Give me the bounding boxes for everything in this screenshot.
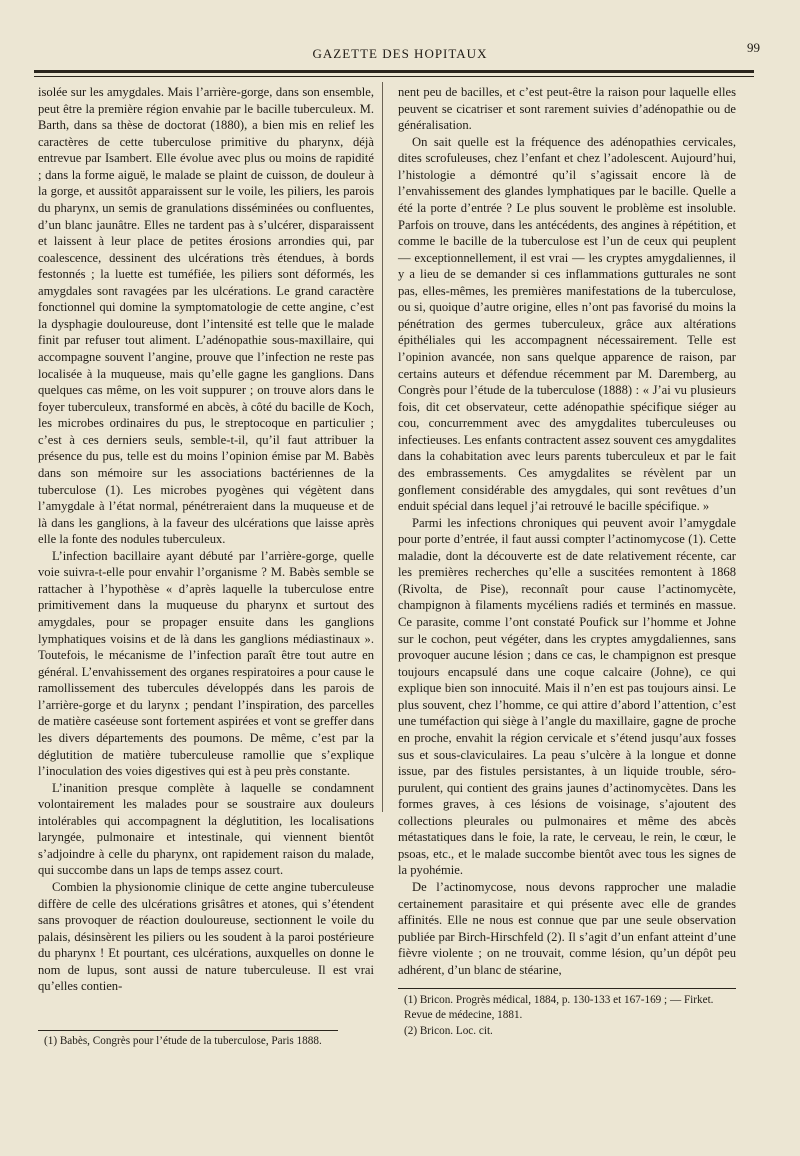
column-divider xyxy=(382,82,383,812)
paragraph: L’infection bacillaire ayant débuté par l’arrière-gorge, quelle voie suivra-t-elle pour envahir l’organisme ? M. Babès semble se rattacher à l’hypothèse « d’après laquelle la tuberculose entre primitivement dans la muqueuse du pharynx et surtout des amygdales, pour se propager ensuite dans les ganglions lymphatiques voisins et de là dans les ganglions médiastinaux ». Toutefois, le mécanisme de l’infection paraît être tout autre en général. L’envahissement des organes respiratoires a pour cause le ramollissement des tubercules développés dans les parois de l’arrière-gorge et du larynx ; pendant l’inspiration, des parcelles de matière caséeuse sont fortement aspirées et vont se greffer dans les divers départements des poumons. De même, c’est par la déglutition de matière tuberculeuse ramollie que s’explique l’inoculation des voies digestives qui est à peu près constante. xyxy=(38,548,374,779)
paragraph: Combien la physionomie clinique de cette angine tuberculeuse diffère de celle des ulcérations grisâtres et atones, qui s’étendent sans provoquer de réaction douloureuse, sectionnent le voile du palais, désinsèrent les piliers ou les soudent à la paroi postérieure du pharynx ! Et pourtant, ces ulcérations, auxquelles on donne le nom de lupus, sont aussi de nature tuberculeuse. Il est vrai qu’elles contien- xyxy=(38,880,374,994)
footnote-right-2: (2) Bricon. Loc. cit. xyxy=(404,1025,493,1037)
journal-title: GAZETTE DES HOPITAUX xyxy=(312,46,488,61)
header-rule-thin xyxy=(34,76,754,77)
footnote-right-1: (1) Bricon. Progrès médical, 1884, p. 130-133 et 167-169 ; — Firket. Revue de médecine, 1881. xyxy=(404,994,714,1021)
running-head xyxy=(30,40,770,64)
footnote-rule-right xyxy=(398,988,736,989)
paragraph: nent peu de bacilles, et c’est peut-être la raison pour laquelle elles peuvent se cicatriser et sont rarement suivies d’adénopathie ou de généralisation. xyxy=(398,85,736,133)
paragraph: Parmi les infections chroniques qui peuvent avoir l’amygdale pour porte d’entrée, il faut aussi compter l’actinomycose (1). Cette maladie, dont la découverte est de date relativement récente, car les premières recherches qu’elle a suscitées remontent à 1868 (Rivolta, de Pise), reconnaît pour cause l’actinomycète, champignon à filaments mycéliens radiés et terminés en massue. Ce parasite, comme l’ont constaté Poufick sur l’homme et Johne sur le cochon, peut végéter, dans les cryptes amygdaliennes, sans provoquer aucune lésion ; dans ce cas, le champignon est presque toujours encapsulé dans une coque calcaire (Johne), ce qui explique bien son innocuité. Mais il n’en est pas toujours ainsi. Le plus souvent, chez l’homme, ce qui attire d’abord l’attention, c’est une tuméfaction qui siège à l’angle du maxillaire, gagne de proche en proche, envahit la région cervicale et s’étend jusqu’aux fosses sus et sous-claviculaires. La peau s’ulcère à la longue et donne issue, par des fistules persistantes, à un liquide trouble, séro-purulent, qui contient des grains jaunes d’actinomycètes. Dans les formes graves, à ces lésions de voisinage, s’ajoutent des collections pleurales ou pulmonaires et même des abcès métastatiques dans le foie, la rate, le cerveau, le rein, le cœur, le psoas, etc., et le malade succombe bientôt avec tous les signes de la pyohémie. xyxy=(398,515,736,878)
page-number: 99 xyxy=(747,40,760,55)
footnote-rule-left xyxy=(38,1030,338,1031)
footnote-left: (1) Babès, Congrès pour l’étude de la tuberculose, Paris 1888. xyxy=(44,1035,322,1047)
left-column xyxy=(38,84,374,995)
paragraph: On sait quelle est la fréquence des adénopathies cervicales, dites scrofuleuses, chez l’enfant et chez l’adolescent. Aujourd’hui, l’histologie a démontré qu’il s’agissait encore là de l’envahissement des glandes lymphatiques par le bacille. Quelle a été la porte d’entrée ? Le plus souvent le problème est insoluble. Parfois on trouve, dans les antécédents, des angines à répétition, et comme le bacille de la tuberculose est l’un de ceux qui peuplent — exceptionnellement, il est vrai — les cryptes amygdaliennes, il y a lieu de se demander si ces inflammations gutturales ne sont pas, elles-mêmes, les premières manifestations de la tuberculose, ou si, quoique d’autre origine, elles n’ont pas favorisé du moins la pénétration des germes tuberculeux, grâce aux altérations épithéliales qui les accompagnent nécessairement. Telle est l’opinion avancée, non sans quelque apparence de raison, par certains auteurs et défendue récemment par M. Daremberg, au Congrès pour l’étude de la tuberculose (1888) : « J’ai vu plusieurs fois, dit cet observateur, cette adénopathie spécifique siéger au cou, concurremment avec des amygdalites tuberculeuses ou infectieuses. Les enfants contractent assez souvent ces amygdalites dans la cohabitation avec leurs parents tuberculeux et par le fait des embrassements. Ces amygdalites se révèlent par un gonflement considérable des amygdales, qui sont revêtues d’un enduit spécial dans lequel j’ai retrouvé le bacille spécifique. » xyxy=(398,134,736,514)
paragraph: De l’actinomycose, nous devons rapprocher une maladie certainement parasitaire et qui présente avec elle de grandes affinités. Elle ne nous est connue que par une seule observation publiée par Birch-Hirschfeld (2). Il s’agit d’un enfant atteint d’une fièvre violente ; on ne trouvait, comme lésion, qu’un dépôt peu adhérent, d’un blanc de stéarine, xyxy=(398,880,736,977)
paragraph: L’inanition presque complète à laquelle se condamnent volontairement les malades pour se soustraire aux douleurs intolérables qui accompagnent la déglutition, les localisations laryngée, pulmonaire et intestinale, qui viennent bientôt s’adjoindre à celle du pharynx, ont rapidement raison du malade, qui succombe dans un laps de temps assez court. xyxy=(38,780,374,878)
paragraph: isolée sur les amygdales. Mais l’arrière-gorge, dans son ensemble, peut être la première région envahie par le bacille tuberculeux. M. Barth, dans sa thèse de doctorat (1880), a bien mis en relief les caractères de cette tuberculose primitive du pharynx, déjà entrevue par Isambert. Elle évolue avec plus ou moins de rapidité ; dans la forme aiguë, le malade se plaint de cuisson, de douleur à la gorge, et aussitôt apparaissent sur le voile, les piliers, les parois du pharynx, un semis de granulations disséminées ou confluentes, d’un blanc jaunâtre. Elles ne tardent pas à s’ulcérer, disparaissent et laissent à leur place de petites érosions arrondies qui, par coalescence, dessinent des ulcérations très étendues, à bords festonnés ; la luette est tuméfiée, les piliers sont déformés, les amygdales sont ravagées par les ulcérations. Le grand caractère fonctionnel qui domine la symptomatologie de cette angine, c’est la dysphagie douloureuse, dont l’intensité est telle que le malade finit par refuser tout aliment. L’adénopathie sous-maxillaire, qui accompagne souvent l’angine, prouve que l’infection ne reste pas localisée à la muqueuse, mais qu’elle gagne les ganglions. Dans quelques cas même, on les voit suppurer ; on trouve alors dans le foyer tuberculeux, transformé en abcès, à côté du bacille de Koch, les microbes ordinaires du pus, le streptocoque en particulier ; c’est à ces derniers seuls, semble-t-il, qu’il faut attribuer la présence du pus, telle est du moins l’opinion émise par M. Babès dans son mémoire sur les associations bactériennes de la tuberculose (1). Les microbes pyogènes qui végètent dans l’amygdale à l’état normal, pénétreraient dans la muqueuse et de là dans les ganglions, à la faveur des ulcérations que laisse après elle la fonte des nodules tuberculeux. xyxy=(38,85,374,547)
header-rule-thick xyxy=(34,70,754,73)
right-column xyxy=(398,84,736,978)
